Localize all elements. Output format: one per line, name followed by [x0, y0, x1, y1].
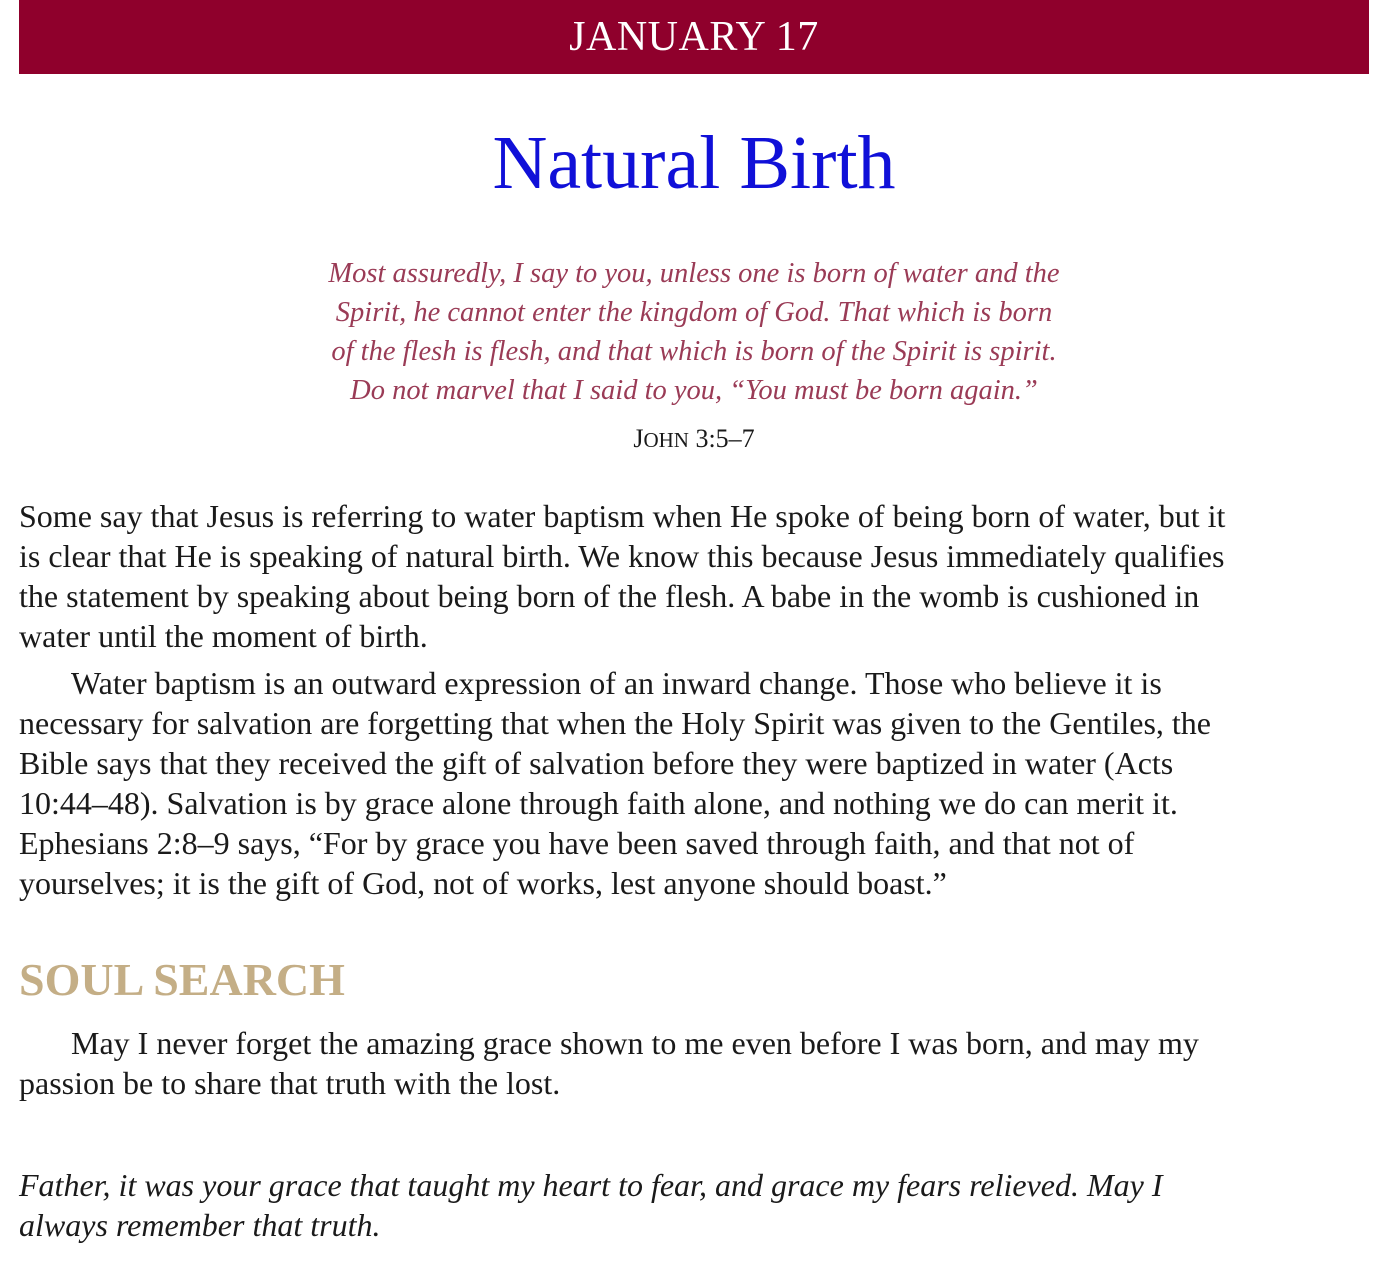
scripture-line: Spirit, he cannot enter the kingdom of God. That which is born [335, 297, 1053, 328]
reference-initial: J [633, 424, 644, 453]
paragraph-line: yourselves; it is the gift of God, not of works, lest anyone should boast.” [19, 865, 947, 901]
paragraph-line: Ephesians 2:8–9 says, “For by grace you have been saved through faith, and that not of [19, 825, 1135, 861]
paragraph-line: May I never forget the amazing grace shown to me even before I was born, and may my [71, 1025, 1199, 1061]
paragraph-line: Bible says that they received the gift of salvation before they were baptized in water (Acts [19, 745, 1174, 781]
date-banner [19, 0, 1369, 74]
paragraph-line: Some say that Jesus is referring to water baptism when He spoke of being born of water, but it [19, 498, 1226, 534]
body-paragraph-1 [19, 496, 1369, 656]
paragraph-line: water until the moment of birth. [19, 618, 428, 654]
scripture-line: Most assuredly, I say to you, unless one is born of water and the [328, 258, 1060, 289]
paragraph-line: necessary for salvation are forgetting that when the Holy Spirit was given to the Gentiles, the [19, 705, 1211, 741]
page-title: Natural Birth [492, 121, 896, 205]
body-paragraph-2 [19, 663, 1369, 903]
prayer-line: always remember that truth. [19, 1207, 381, 1243]
reference-smallcaps: OHN [643, 428, 689, 452]
scripture-line: of the flesh is flesh, and that which is born of the Spirit is spirit. [331, 336, 1057, 367]
date-label: JANUARY 17 [569, 14, 819, 60]
closing-prayer [19, 1165, 1369, 1245]
soul-search-paragraph [19, 1023, 1369, 1103]
scripture-quote [280, 254, 1108, 410]
reference-verses: 3:5–7 [688, 424, 755, 453]
paragraph-line: the statement by speaking about being born of the flesh. A babe in the womb is cushioned in [19, 578, 1200, 614]
soul-search-heading: SOUL SEARCH [19, 954, 345, 1005]
paragraph-line: 10:44–48). Salvation is by grace alone through faith alone, and nothing we do can merit it. [19, 785, 1178, 821]
scripture-line: Do not marvel that I said to you, “You must be born again.” [350, 375, 1038, 406]
scripture-reference [0, 422, 1388, 457]
paragraph-line: passion be to share that truth with the lost. [19, 1065, 561, 1101]
paragraph-line: is clear that He is speaking of natural birth. We know this because Jesus immediately qualifies [19, 538, 1225, 574]
prayer-line: Father, it was your grace that taught my heart to fear, and grace my fears relieved. May I [19, 1167, 1163, 1203]
paragraph-line: Water baptism is an outward expression of an inward change. Those who believe it is [71, 665, 1162, 701]
